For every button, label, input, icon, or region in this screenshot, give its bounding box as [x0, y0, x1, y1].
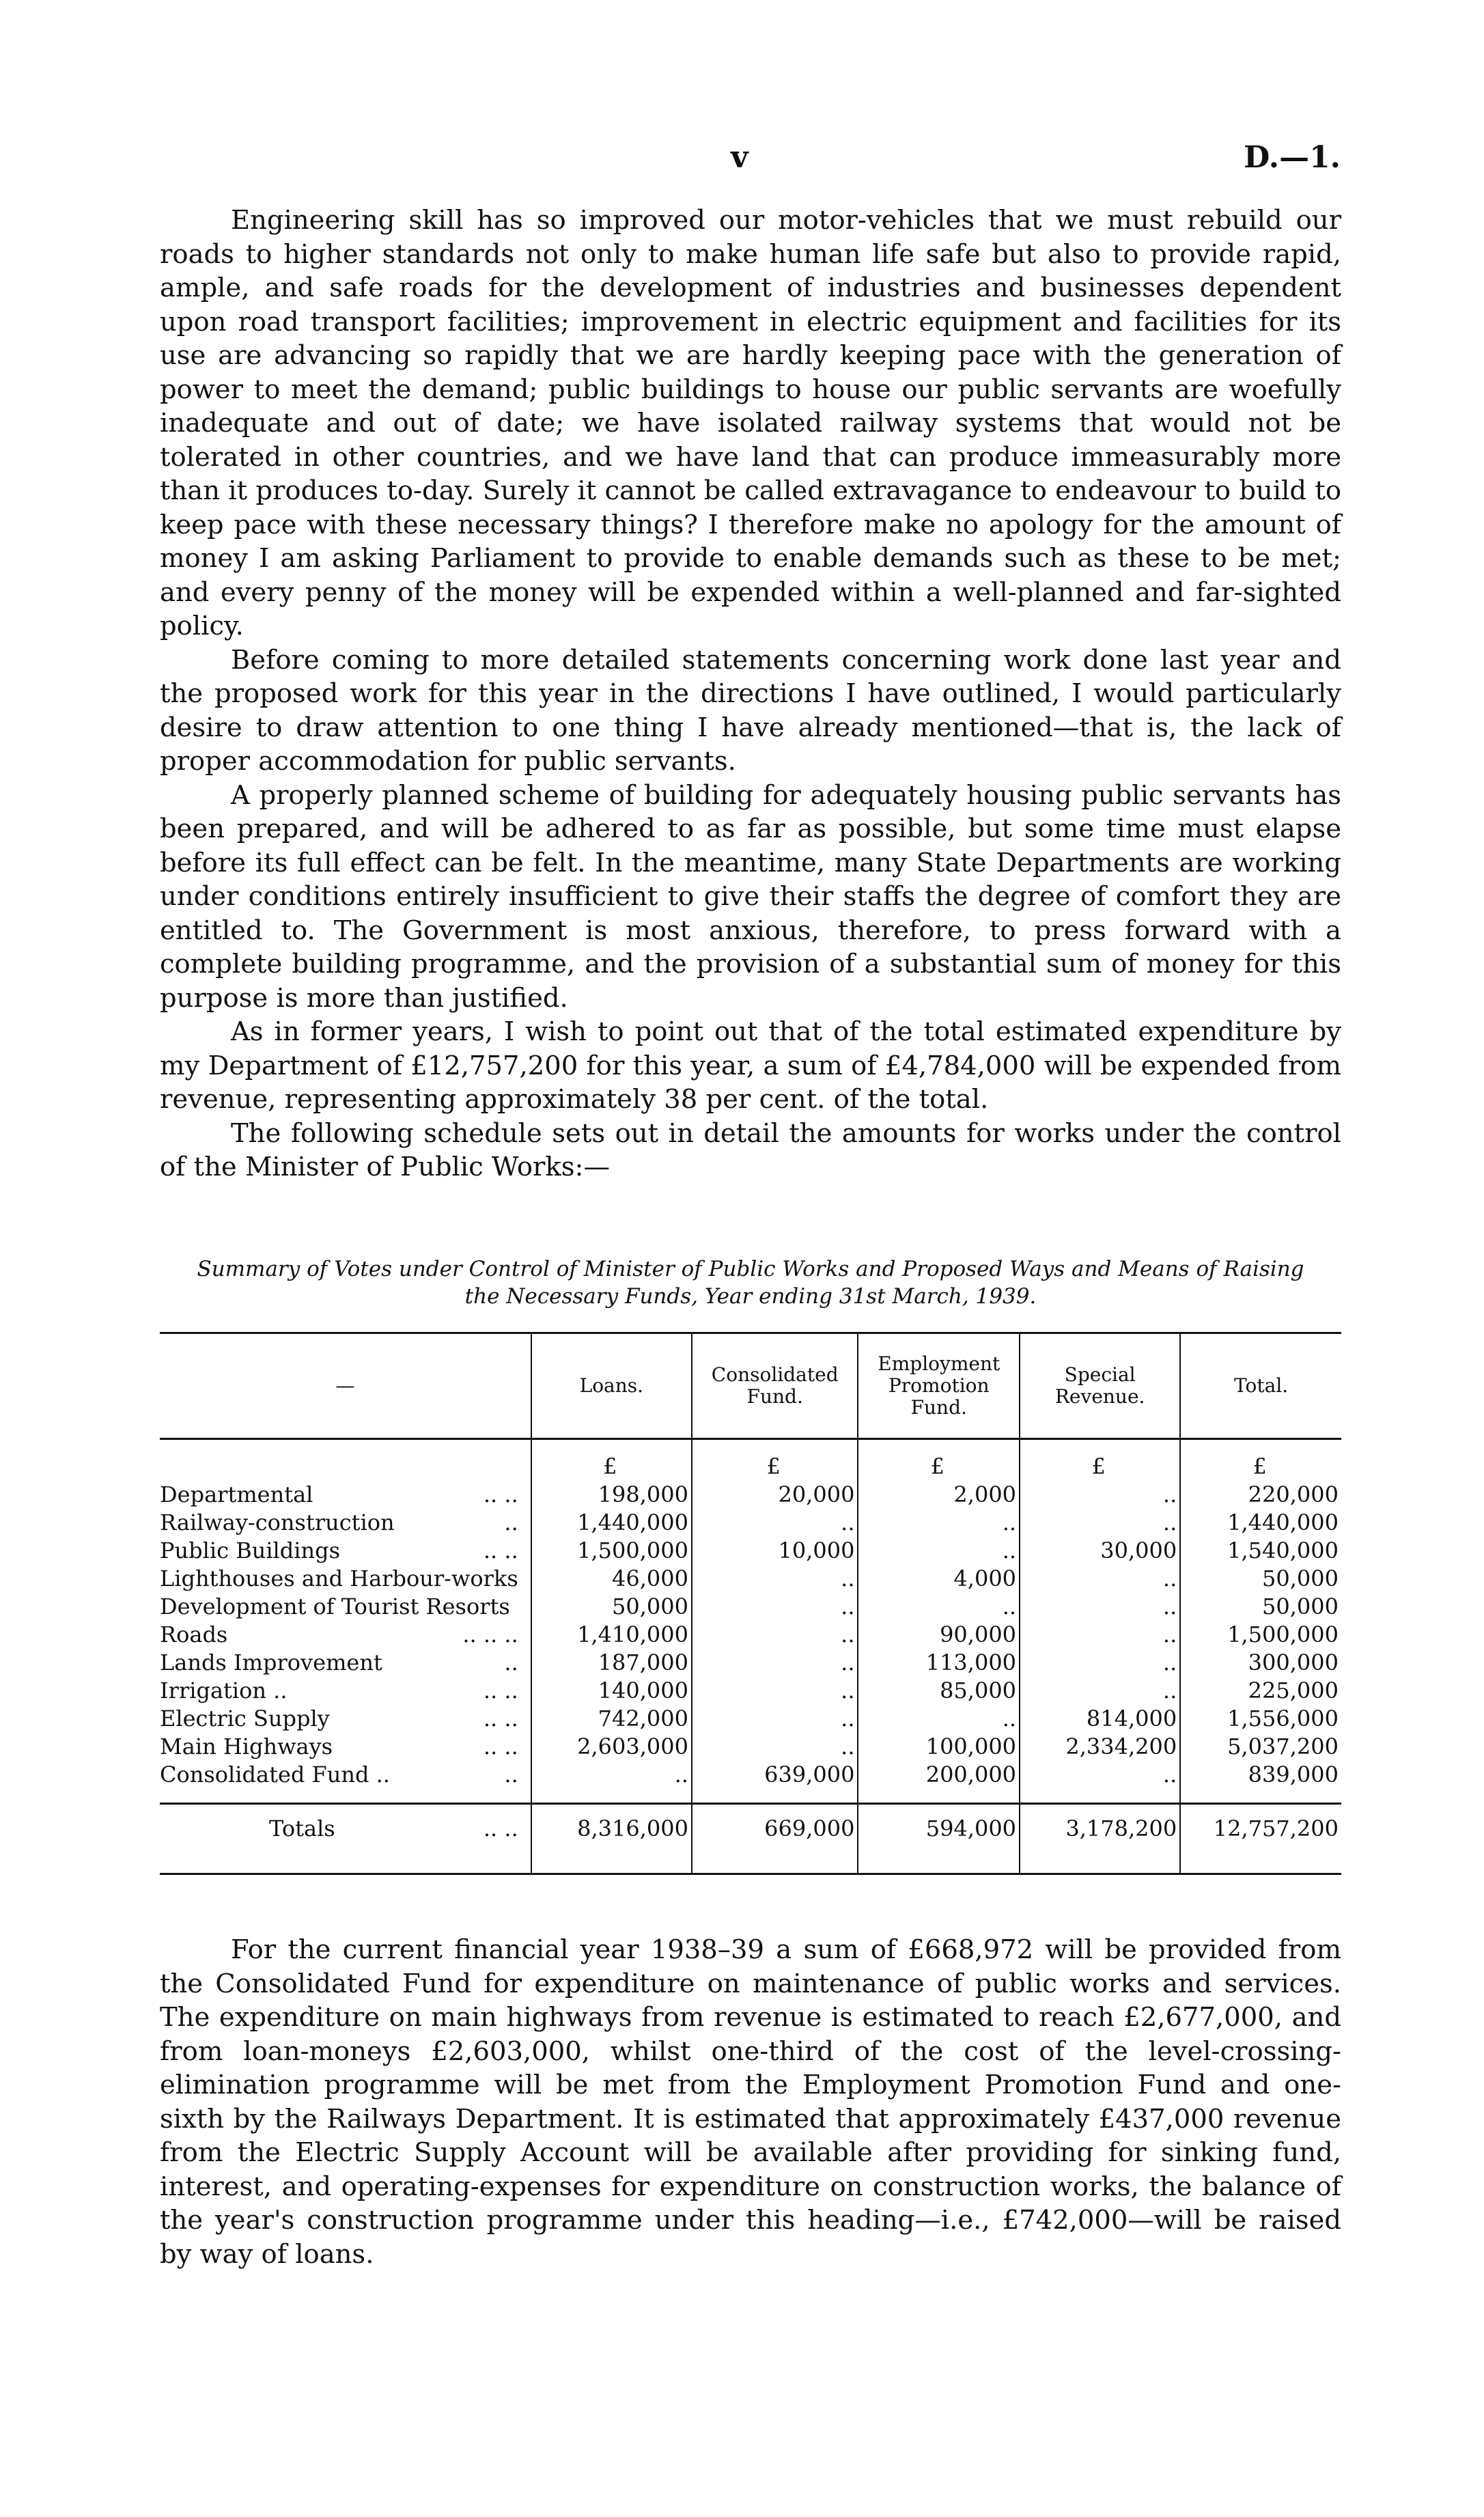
body-text-after-table — [160, 1933, 1341, 2271]
cell-special-revenue: .. — [1020, 1761, 1180, 1789]
cell-employment-promotion-fund: .. — [858, 1593, 1020, 1621]
dot-leader: .. .. — [483, 1678, 518, 1704]
table-row — [160, 1481, 1341, 1509]
row-label: Departmental — [160, 1482, 313, 1507]
cell-loans: 198,000 — [531, 1481, 692, 1509]
column-header-loans: Loans. — [531, 1333, 692, 1439]
caption-line: the Necessary Funds, Year ending 31st March, 1939. — [464, 1284, 1037, 1309]
row-label: Totals — [269, 1815, 335, 1841]
summary-of-votes-table — [160, 1332, 1341, 1875]
cell-consolidated-fund: .. — [692, 1621, 858, 1649]
row-label: Main Highways — [160, 1734, 333, 1760]
cell-employment-promotion-fund: .. — [858, 1509, 1020, 1537]
cell-special-revenue: .. — [1020, 1565, 1180, 1593]
dot-leader: .. .. — [483, 1482, 518, 1507]
table-row — [160, 1677, 1341, 1705]
cell-total: 1,540,000 — [1180, 1537, 1341, 1565]
cell-employment-promotion-fund: .. — [858, 1537, 1020, 1565]
paragraph: For the current financial year 1938–39 a sum of £668,972 will be provided from the Consolidated Fund for expenditure on maintenance of public works and services. The expenditure on main highways from revenue is estimated to reach £2,677,000, and from loan-moneys £2,603,000, whilst one-third of the cost of the level-crossing-elimination programme will be met from the Employment Promotion Fund and one-sixth by the Railways Department. It is estimated that approximately £437,000 revenue from the Electric Supply Account will be available after providing for sinking fund, interest, and operating-expenses for expenditure on construction works, the balance of the year's construction programme under this heading—i.e., £742,000—will be raised by way of loans. — [160, 1934, 1341, 2270]
cell-loans: 50,000 — [531, 1593, 692, 1621]
cell-employment-promotion-fund: 90,000 — [858, 1621, 1020, 1649]
cell-consolidated-fund: .. — [692, 1733, 858, 1761]
dot-leader: .. .. — [483, 1815, 518, 1841]
cell-loans: 1,410,000 — [531, 1621, 692, 1649]
body-text-before-table — [160, 204, 1341, 1184]
table-row — [160, 1705, 1341, 1733]
cell-total: 225,000 — [1180, 1677, 1341, 1705]
dot-leader: .. — [504, 1510, 518, 1535]
cell-special-revenue: .. — [1020, 1677, 1180, 1705]
cell-total: 50,000 — [1180, 1565, 1341, 1593]
cell-employment-promotion-fund: 594,000 — [858, 1804, 1020, 1853]
cell-loans: 8,316,000 — [531, 1804, 692, 1853]
paragraph: The following schedule sets out in detail the amounts for works under the control of the Minister of Public Works:— — [160, 1117, 1341, 1182]
currency-row — [160, 1439, 1341, 1482]
column-header-item: — — [160, 1333, 531, 1439]
cell-consolidated-fund: .. — [692, 1509, 858, 1537]
cell-employment-promotion-fund: 85,000 — [858, 1677, 1020, 1705]
caption-line: Summary of Votes under Control of Minister of Public Works and Proposed Ways and Means of Raising — [197, 1257, 1304, 1281]
cell-consolidated-fund: .. — [692, 1649, 858, 1677]
cell-employment-promotion-fund: 113,000 — [858, 1649, 1020, 1677]
cell-total: 300,000 — [1180, 1649, 1341, 1677]
dot-leader — [518, 1593, 528, 1621]
cell-total: 12,757,200 — [1180, 1804, 1341, 1853]
column-header-employment-promotion-fund: Employment Promotion Fund. — [858, 1333, 1020, 1439]
cell-loans: 2,603,000 — [531, 1733, 692, 1761]
cell-total: 50,000 — [1180, 1593, 1341, 1621]
dot-leader: .. .. .. — [462, 1622, 518, 1647]
row-label: Electric Supply — [160, 1706, 330, 1732]
cell-total: 220,000 — [1180, 1481, 1341, 1509]
row-label: Irrigation .. — [160, 1678, 288, 1704]
cell-loans: 140,000 — [531, 1677, 692, 1705]
cell-loans: 1,500,000 — [531, 1537, 692, 1565]
cell-employment-promotion-fund: .. — [858, 1705, 1020, 1733]
table-row — [160, 1509, 1341, 1537]
cell-consolidated-fund: .. — [692, 1677, 858, 1705]
cell-employment-promotion-fund: 4,000 — [858, 1565, 1020, 1593]
paragraph: A properly planned scheme of building for adequately housing public servants has been prepared, and will be adhered to as far as possible, but some time must elapse before its full effect can be felt. In the meantime, many State Departments are working under conditions entirely insufficient to give their staffs the degree of comfort they are entitled to. The Government is most anxious, therefore, to press forward with a complete building programme, and the provision of a substantial sum of money for this purpose is more than justified. — [160, 779, 1341, 1014]
cell-total: 1,556,000 — [1180, 1705, 1341, 1733]
currency-symbol: £ — [1180, 1439, 1341, 1482]
cell-loans: 1,440,000 — [531, 1509, 692, 1537]
row-label: Roads — [160, 1622, 228, 1647]
cell-special-revenue: .. — [1020, 1509, 1180, 1537]
cell-special-revenue: .. — [1020, 1481, 1180, 1509]
dot-leader: .. .. — [483, 1538, 518, 1563]
cell-special-revenue: .. — [1020, 1649, 1180, 1677]
column-header-consolidated-fund: Consolidated Fund. — [692, 1333, 858, 1439]
currency-symbol: £ — [1020, 1439, 1180, 1482]
table-row — [160, 1761, 1341, 1789]
column-header-special-revenue: Special Revenue. — [1020, 1333, 1180, 1439]
row-label: Lighthouses and Harbour-works — [160, 1566, 518, 1591]
table-caption — [160, 1255, 1341, 1310]
row-label: Public Buildings — [160, 1538, 341, 1563]
cell-special-revenue: .. — [1020, 1593, 1180, 1621]
column-header-total: Total. — [1180, 1333, 1341, 1439]
cell-special-revenue: .. — [1020, 1621, 1180, 1649]
cell-special-revenue: 2,334,200 — [1020, 1733, 1180, 1761]
cell-loans: 742,000 — [531, 1705, 692, 1733]
row-label: Consolidated Fund .. — [160, 1762, 390, 1788]
dot-leader: .. .. — [483, 1706, 518, 1732]
cell-consolidated-fund: 20,000 — [692, 1481, 858, 1509]
cell-employment-promotion-fund: 200,000 — [858, 1761, 1020, 1789]
cell-consolidated-fund: 639,000 — [692, 1761, 858, 1789]
cell-total: 839,000 — [1180, 1761, 1341, 1789]
document-reference: D.—1. — [1244, 140, 1341, 175]
dot-leader: .. .. — [483, 1734, 518, 1760]
cell-total: 5,037,200 — [1180, 1733, 1341, 1761]
cell-total: 1,500,000 — [1180, 1621, 1341, 1649]
page-number: v — [731, 140, 748, 175]
cell-employment-promotion-fund: 2,000 — [858, 1481, 1020, 1509]
cell-total: 1,440,000 — [1180, 1509, 1341, 1537]
currency-symbol: £ — [858, 1439, 1020, 1482]
paragraph: Before coming to more detailed statements concerning work done last year and the proposed work for this year in the directions I have outlined, I would particularly desire to draw attention to one thing I have already mentioned—that is, the lack of proper accommodation for public servants. — [160, 644, 1341, 777]
cell-loans: .. — [531, 1761, 692, 1789]
table-row — [160, 1565, 1341, 1593]
cell-consolidated-fund: 669,000 — [692, 1804, 858, 1853]
dot-leader: .. — [504, 1650, 518, 1675]
dot-leader: .. — [504, 1762, 518, 1788]
totals-row — [160, 1804, 1341, 1853]
currency-symbol: £ — [692, 1439, 858, 1482]
table-row — [160, 1537, 1341, 1565]
row-label: Lands Improvement — [160, 1650, 382, 1675]
cell-loans: 187,000 — [531, 1649, 692, 1677]
cell-consolidated-fund: .. — [692, 1705, 858, 1733]
dot-leader — [518, 1565, 528, 1593]
table-row — [160, 1649, 1341, 1677]
table-row — [160, 1733, 1341, 1761]
cell-employment-promotion-fund: 100,000 — [858, 1733, 1020, 1761]
cell-loans: 46,000 — [531, 1565, 692, 1593]
row-label: Railway-construction — [160, 1510, 395, 1535]
paragraph: Engineering skill has so improved our motor-vehicles that we must rebuild our roads to higher standards not only to make human life safe but also to provide rapid, ample, and safe roads for the development of industries and businesses dependent upon road transport facilities; improvement in electric equipment and facilities for its use are advancing so rapidly that we are hardly keeping pace with the generation of power to meet the demand; public buildings to house our public servants are woefully inadequate and out of date; we have isolated railway systems that would not be tolerated in other countries, and we have land that can produce immeasurably more than it produces to-day. Surely it cannot be called extravagance to endeavour to build to keep pace with these necessary things? I therefore make no apology for the amount of money I am asking Parliament to provide to enable demands such as these to be met; and every penny of the money will be expended within a well-planned and far-sighted policy. — [160, 205, 1341, 641]
cell-consolidated-fund: 10,000 — [692, 1537, 858, 1565]
cell-consolidated-fund: .. — [692, 1565, 858, 1593]
table-row — [160, 1593, 1341, 1621]
cell-special-revenue: 3,178,200 — [1020, 1804, 1180, 1853]
cell-special-revenue: 30,000 — [1020, 1537, 1180, 1565]
row-label: Development of Tourist Resorts — [160, 1594, 510, 1619]
cell-special-revenue: 814,000 — [1020, 1705, 1180, 1733]
cell-consolidated-fund: .. — [692, 1593, 858, 1621]
table-row — [160, 1621, 1341, 1649]
table-header-row — [160, 1333, 1341, 1439]
paragraph: As in former years, I wish to point out that of the total estimated expenditure by my Department of £12,757,200 for this year, a sum of £4,784,000 will be expended from revenue, representing approximately 38 per cent. of the total. — [160, 1016, 1341, 1115]
currency-symbol: £ — [531, 1439, 692, 1482]
